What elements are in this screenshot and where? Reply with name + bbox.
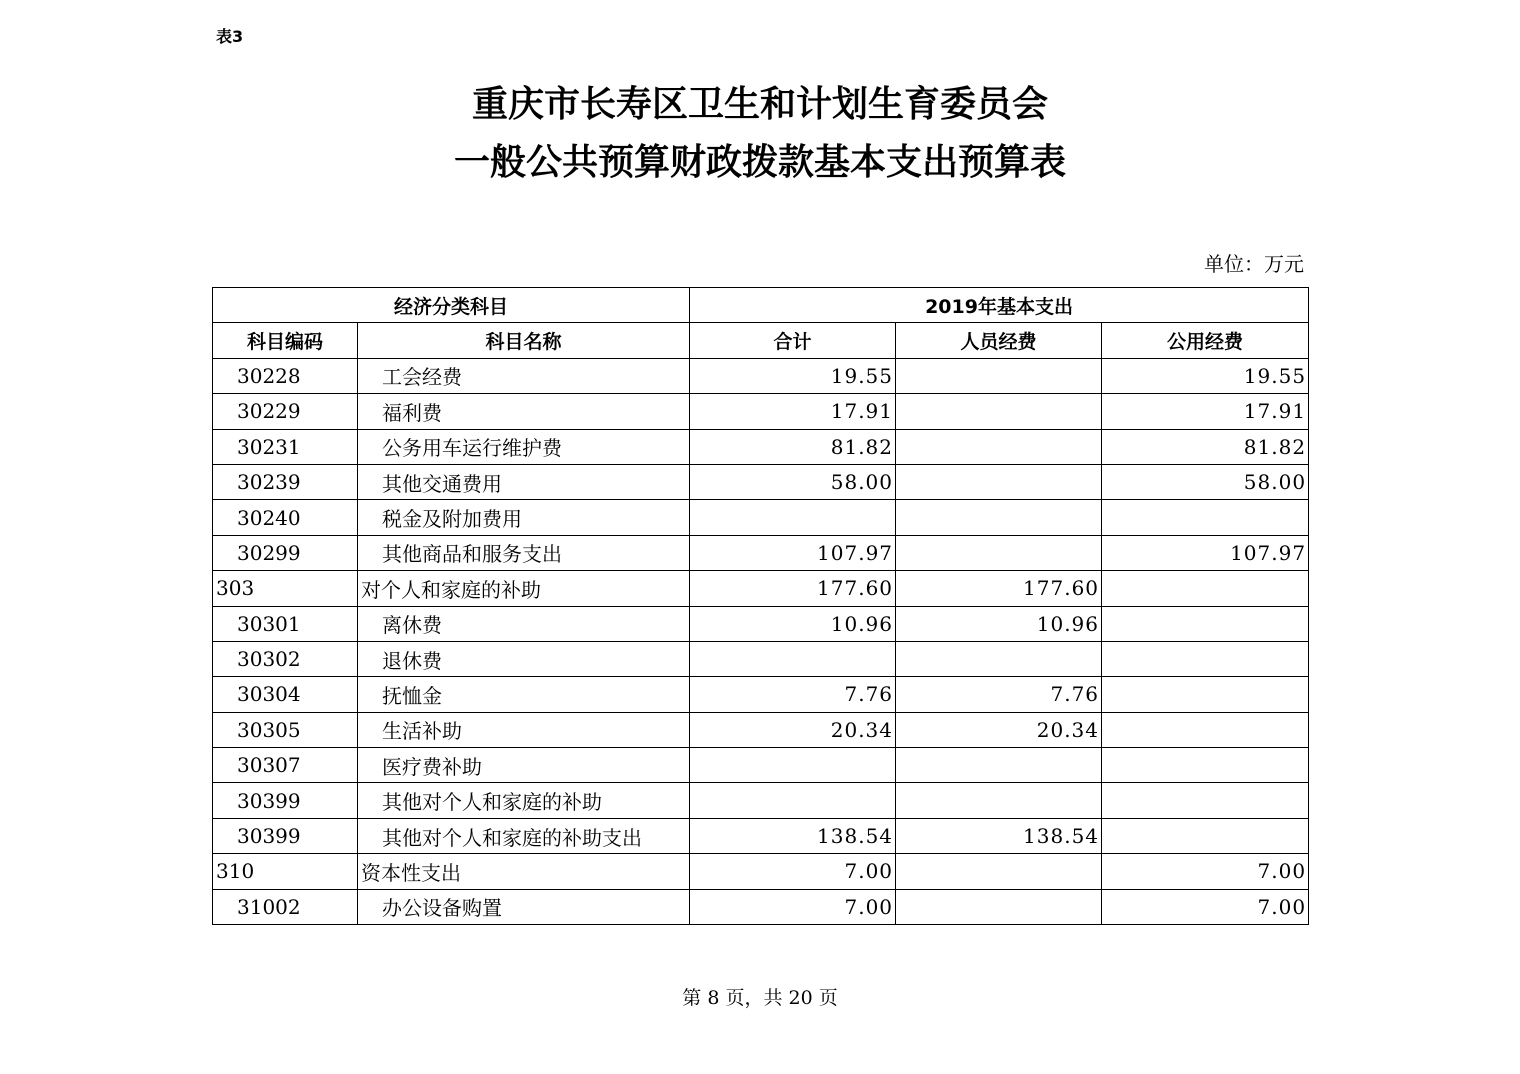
- row-name: 对个人和家庭的补助: [358, 571, 690, 606]
- row-personnel: 20.34: [896, 712, 1102, 747]
- row-code: 30240: [213, 500, 358, 535]
- table-row: [213, 429, 1309, 464]
- table-row: [213, 641, 1309, 676]
- row-personnel: [896, 889, 1102, 924]
- header-economic-class: 经济分类科目: [213, 288, 690, 323]
- row-total: 7.76: [690, 677, 896, 712]
- row-code: 303: [213, 571, 358, 606]
- row-total: 177.60: [690, 571, 896, 606]
- row-public: 58.00: [1102, 464, 1309, 499]
- table-row: [213, 535, 1309, 570]
- row-total: 107.97: [690, 535, 896, 570]
- row-name: 资本性支出: [358, 854, 690, 889]
- unit-label: 单位：万元: [1204, 252, 1304, 276]
- row-code: 30228: [213, 358, 358, 393]
- header-total: 合计: [690, 323, 896, 358]
- row-public: 19.55: [1102, 358, 1309, 393]
- row-name: 其他交通费用: [358, 464, 690, 499]
- row-name: 公务用车运行维护费: [358, 429, 690, 464]
- header-group-row: [213, 288, 1309, 323]
- row-public: [1102, 818, 1309, 853]
- row-name: 其他商品和服务支出: [358, 535, 690, 570]
- row-total: [690, 641, 896, 676]
- row-public: 17.91: [1102, 394, 1309, 429]
- table-row: [213, 712, 1309, 747]
- row-code: 30239: [213, 464, 358, 499]
- row-total: 20.34: [690, 712, 896, 747]
- row-public: 7.00: [1102, 889, 1309, 924]
- row-code: 30399: [213, 783, 358, 818]
- row-name: 抚恤金: [358, 677, 690, 712]
- table-row: [213, 854, 1309, 889]
- row-name: 其他对个人和家庭的补助: [358, 783, 690, 818]
- row-code: 30305: [213, 712, 358, 747]
- row-public: [1102, 500, 1309, 535]
- row-total: 17.91: [690, 394, 896, 429]
- row-public: [1102, 748, 1309, 783]
- row-personnel: 177.60: [896, 571, 1102, 606]
- row-total: 10.96: [690, 606, 896, 641]
- table-row: [213, 571, 1309, 606]
- row-code: 30299: [213, 535, 358, 570]
- row-total: 7.00: [690, 854, 896, 889]
- row-total: 81.82: [690, 429, 896, 464]
- row-code: 30229: [213, 394, 358, 429]
- row-public: [1102, 712, 1309, 747]
- row-public: [1102, 571, 1309, 606]
- row-total: [690, 783, 896, 818]
- row-personnel: [896, 748, 1102, 783]
- row-personnel: [896, 429, 1102, 464]
- row-code: 30307: [213, 748, 358, 783]
- row-code: 31002: [213, 889, 358, 924]
- row-personnel: [896, 783, 1102, 818]
- table-label: 表3: [216, 27, 244, 46]
- row-total: [690, 748, 896, 783]
- table-row: [213, 783, 1309, 818]
- row-public: [1102, 641, 1309, 676]
- row-code: 30302: [213, 641, 358, 676]
- row-personnel: [896, 464, 1102, 499]
- row-personnel: [896, 394, 1102, 429]
- row-personnel: 138.54: [896, 818, 1102, 853]
- row-public: 81.82: [1102, 429, 1309, 464]
- row-name: 医疗费补助: [358, 748, 690, 783]
- page-subtitle: 一般公共预算财政拨款基本支出预算表: [453, 142, 1066, 183]
- row-total: 138.54: [690, 818, 896, 853]
- table-row: [213, 394, 1309, 429]
- row-total: 19.55: [690, 358, 896, 393]
- table-row: [213, 818, 1309, 853]
- row-public: [1102, 783, 1309, 818]
- row-code: 30231: [213, 429, 358, 464]
- table-row: [213, 464, 1309, 499]
- header-personnel: 人员经费: [896, 323, 1102, 358]
- row-name: 其他对个人和家庭的补助支出: [358, 818, 690, 853]
- row-name: 福利费: [358, 394, 690, 429]
- row-public: [1102, 677, 1309, 712]
- row-public: 7.00: [1102, 854, 1309, 889]
- table-row: [213, 358, 1309, 393]
- page-footer: 第 8 页，共 20 页: [682, 987, 838, 1009]
- header-name: 科目名称: [358, 323, 690, 358]
- row-public: 107.97: [1102, 535, 1309, 570]
- header-public: 公用经费: [1102, 323, 1309, 358]
- row-personnel: [896, 358, 1102, 393]
- header-code: 科目编码: [213, 323, 358, 358]
- row-name: 税金及附加费用: [358, 500, 690, 535]
- page-title: 重庆市长寿区卫生和计划生育委员会: [471, 84, 1048, 125]
- table-row: [213, 889, 1309, 924]
- header-basic-expenditure: 2019年基本支出: [690, 288, 1309, 323]
- row-code: 30304: [213, 677, 358, 712]
- row-personnel: [896, 500, 1102, 535]
- row-name: 离休费: [358, 606, 690, 641]
- table-row: [213, 748, 1309, 783]
- header-column-row: [213, 323, 1309, 358]
- row-code: 30301: [213, 606, 358, 641]
- row-name: 工会经费: [358, 358, 690, 393]
- table-row: [213, 500, 1309, 535]
- row-code: 310: [213, 854, 358, 889]
- row-personnel: 10.96: [896, 606, 1102, 641]
- row-total: 58.00: [690, 464, 896, 499]
- table-row: [213, 606, 1309, 641]
- row-total: 7.00: [690, 889, 896, 924]
- row-total: [690, 500, 896, 535]
- row-name: 生活补助: [358, 712, 690, 747]
- row-personnel: [896, 854, 1102, 889]
- row-name: 办公设备购置: [358, 889, 690, 924]
- row-personnel: 7.76: [896, 677, 1102, 712]
- table-row: [213, 677, 1309, 712]
- row-name: 退休费: [358, 641, 690, 676]
- row-personnel: [896, 641, 1102, 676]
- row-personnel: [896, 535, 1102, 570]
- budget-table: [212, 287, 1309, 925]
- row-code: 30399: [213, 818, 358, 853]
- row-public: [1102, 606, 1309, 641]
